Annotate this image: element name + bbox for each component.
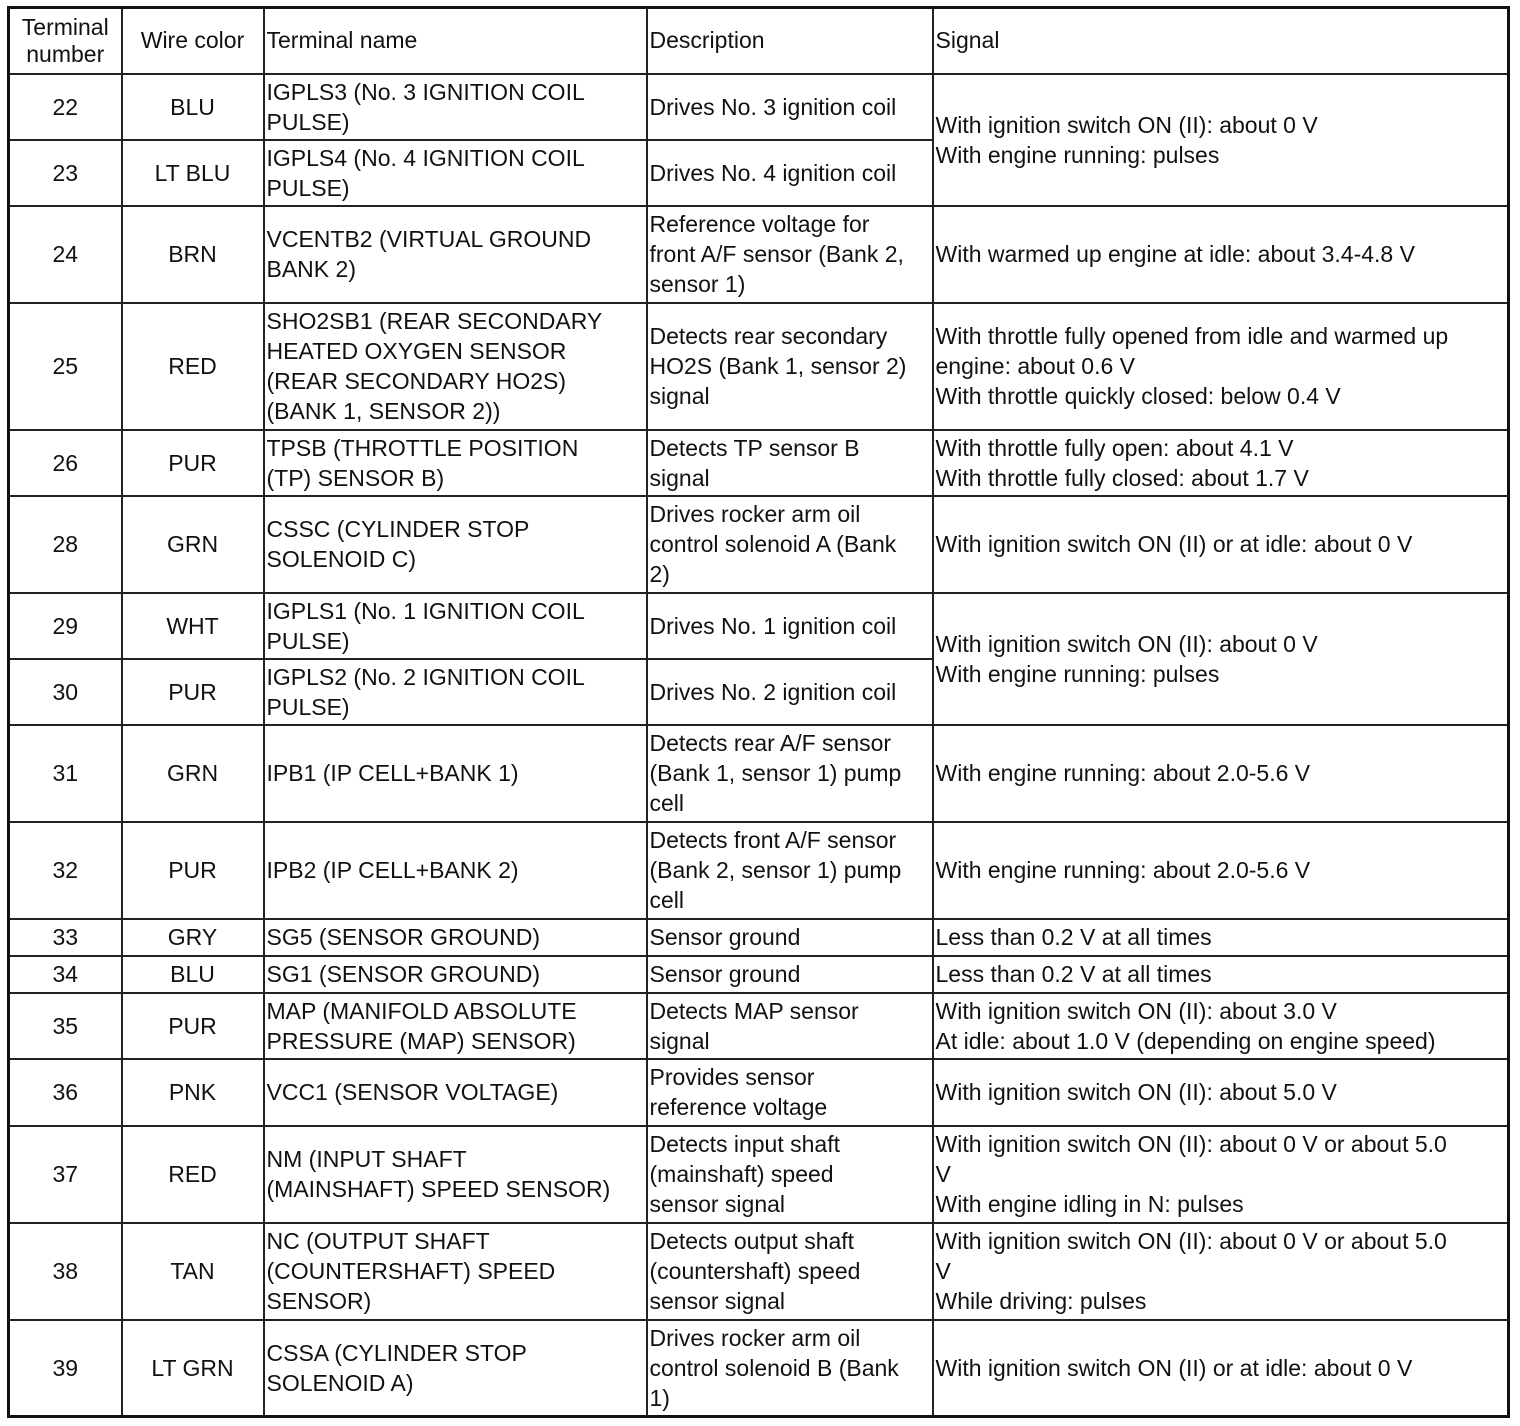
signal: Less than 0.2 V at all times <box>933 919 1509 956</box>
terminal-name: CSSA (CYLINDER STOP SOLENOID A) <box>264 1320 647 1417</box>
terminal-number: 36 <box>9 1059 122 1126</box>
terminal-number: 26 <box>9 430 122 496</box>
description: Drives No. 3 ignition coil <box>647 74 933 140</box>
description: Drives No. 2 ignition coil <box>647 659 933 725</box>
table-row <box>9 206 1509 303</box>
table-row <box>9 74 1509 140</box>
signal: With throttle fully opened from idle and warmed up engine: about 0.6 V With throttle quickly closed: below 0.4 V <box>933 303 1509 430</box>
description: Detects TP sensor B signal <box>647 430 933 496</box>
wire-color: PUR <box>122 993 264 1059</box>
terminal-name: SHO2SB1 (REAR SECONDARY HEATED OXYGEN SENSOR (REAR SECONDARY HO2S) (BANK 1, SENSOR 2)) <box>264 303 647 430</box>
description: Detects MAP sensor signal <box>647 993 933 1059</box>
header-description: Description <box>647 8 933 74</box>
table-row <box>9 1059 1509 1126</box>
signal: With warmed up engine at idle: about 3.4-4.8 V <box>933 206 1509 303</box>
terminal-name: IPB2 (IP CELL+BANK 2) <box>264 822 647 919</box>
table-row <box>9 822 1509 919</box>
terminal-number: 33 <box>9 919 122 956</box>
terminal-name: IGPLS4 (No. 4 IGNITION COIL PULSE) <box>264 140 647 206</box>
table-row <box>9 919 1509 956</box>
terminal-number: 35 <box>9 993 122 1059</box>
table-row <box>9 725 1509 822</box>
signal: With ignition switch ON (II) or at idle: about 0 V <box>933 1320 1509 1417</box>
wire-color: PNK <box>122 1059 264 1126</box>
wire-color: PUR <box>122 822 264 919</box>
description: Sensor ground <box>647 919 933 956</box>
wire-color: LT BLU <box>122 140 264 206</box>
terminal-name: TPSB (THROTTLE POSITION (TP) SENSOR B) <box>264 430 647 496</box>
wire-color: GRN <box>122 725 264 822</box>
signal: With ignition switch ON (II): about 0 V or about 5.0 V With engine idling in N: pulses <box>933 1126 1509 1223</box>
description: Detects rear secondary HO2S (Bank 1, sensor 2) signal <box>647 303 933 430</box>
terminal-pinout-table <box>7 6 1510 1418</box>
table-header-row <box>9 8 1509 74</box>
wire-color: RED <box>122 303 264 430</box>
signal: With ignition switch ON (II): about 0 V or about 5.0 V While driving: pulses <box>933 1223 1509 1320</box>
table-row <box>9 496 1509 593</box>
header-terminal-name: Terminal name <box>264 8 647 74</box>
terminal-name: MAP (MANIFOLD ABSOLUTE PRESSURE (MAP) SENSOR) <box>264 993 647 1059</box>
terminal-number: 32 <box>9 822 122 919</box>
terminal-number: 38 <box>9 1223 122 1320</box>
terminal-number: 34 <box>9 956 122 993</box>
signal: Less than 0.2 V at all times <box>933 956 1509 993</box>
wire-color: RED <box>122 1126 264 1223</box>
description: Drives No. 1 ignition coil <box>647 593 933 659</box>
wire-color: BLU <box>122 956 264 993</box>
wire-color: PUR <box>122 659 264 725</box>
description: Detects rear A/F sensor (Bank 1, sensor 1) pump cell <box>647 725 933 822</box>
wire-color: LT GRN <box>122 1320 264 1417</box>
description: Detects output shaft (countershaft) speed sensor signal <box>647 1223 933 1320</box>
terminal-number: 23 <box>9 140 122 206</box>
terminal-number: 39 <box>9 1320 122 1417</box>
description: Sensor ground <box>647 956 933 993</box>
description: Detects input shaft (mainshaft) speed sensor signal <box>647 1126 933 1223</box>
terminal-name: IPB1 (IP CELL+BANK 1) <box>264 725 647 822</box>
terminal-name: NM (INPUT SHAFT (MAINSHAFT) SPEED SENSOR) <box>264 1126 647 1223</box>
signal: With engine running: about 2.0-5.6 V <box>933 822 1509 919</box>
terminal-name: IGPLS3 (No. 3 IGNITION COIL PULSE) <box>264 74 647 140</box>
table-row <box>9 1320 1509 1417</box>
description: Reference voltage for front A/F sensor (Bank 2, sensor 1) <box>647 206 933 303</box>
terminal-name: VCC1 (SENSOR VOLTAGE) <box>264 1059 647 1126</box>
signal: With ignition switch ON (II): about 5.0 V <box>933 1059 1509 1126</box>
signal: With ignition switch ON (II): about 0 V With engine running: pulses <box>933 593 1509 725</box>
table-row <box>9 993 1509 1059</box>
description: Drives rocker arm oil control solenoid B (Bank 1) <box>647 1320 933 1417</box>
description: Drives No. 4 ignition coil <box>647 140 933 206</box>
terminal-number: 22 <box>9 74 122 140</box>
terminal-number: 25 <box>9 303 122 430</box>
terminal-number: 30 <box>9 659 122 725</box>
terminal-name: SG5 (SENSOR GROUND) <box>264 919 647 956</box>
table-row <box>9 593 1509 659</box>
wire-color: PUR <box>122 430 264 496</box>
wire-color: WHT <box>122 593 264 659</box>
header-signal: Signal <box>933 8 1509 74</box>
signal: With engine running: about 2.0-5.6 V <box>933 725 1509 822</box>
terminal-number: 29 <box>9 593 122 659</box>
signal: With ignition switch ON (II): about 0 V With engine running: pulses <box>933 74 1509 206</box>
terminal-name: NC (OUTPUT SHAFT (COUNTERSHAFT) SPEED SENSOR) <box>264 1223 647 1320</box>
terminal-number: 37 <box>9 1126 122 1223</box>
description: Drives rocker arm oil control solenoid A (Bank 2) <box>647 496 933 593</box>
wire-color: GRY <box>122 919 264 956</box>
table-row <box>9 1126 1509 1223</box>
terminal-number: 31 <box>9 725 122 822</box>
wire-color: GRN <box>122 496 264 593</box>
terminal-name: IGPLS1 (No. 1 IGNITION COIL PULSE) <box>264 593 647 659</box>
terminal-name: VCENTB2 (VIRTUAL GROUND BANK 2) <box>264 206 647 303</box>
table-row <box>9 1223 1509 1320</box>
header-terminal-number: Terminal number <box>9 8 122 74</box>
terminal-name: CSSC (CYLINDER STOP SOLENOID C) <box>264 496 647 593</box>
header-wire-color: Wire color <box>122 8 264 74</box>
signal: With ignition switch ON (II) or at idle: about 0 V <box>933 496 1509 593</box>
signal: With throttle fully open: about 4.1 V With throttle fully closed: about 1.7 V <box>933 430 1509 496</box>
terminal-name: SG1 (SENSOR GROUND) <box>264 956 647 993</box>
signal: With ignition switch ON (II): about 3.0 V At idle: about 1.0 V (depending on engine speed) <box>933 993 1509 1059</box>
terminal-number: 24 <box>9 206 122 303</box>
wire-color: TAN <box>122 1223 264 1320</box>
terminal-number: 28 <box>9 496 122 593</box>
table-row <box>9 303 1509 430</box>
wire-color: BLU <box>122 74 264 140</box>
table-row <box>9 956 1509 993</box>
terminal-name: IGPLS2 (No. 2 IGNITION COIL PULSE) <box>264 659 647 725</box>
description: Provides sensor reference voltage <box>647 1059 933 1126</box>
table-row <box>9 430 1509 496</box>
wire-color: BRN <box>122 206 264 303</box>
description: Detects front A/F sensor (Bank 2, sensor 1) pump cell <box>647 822 933 919</box>
